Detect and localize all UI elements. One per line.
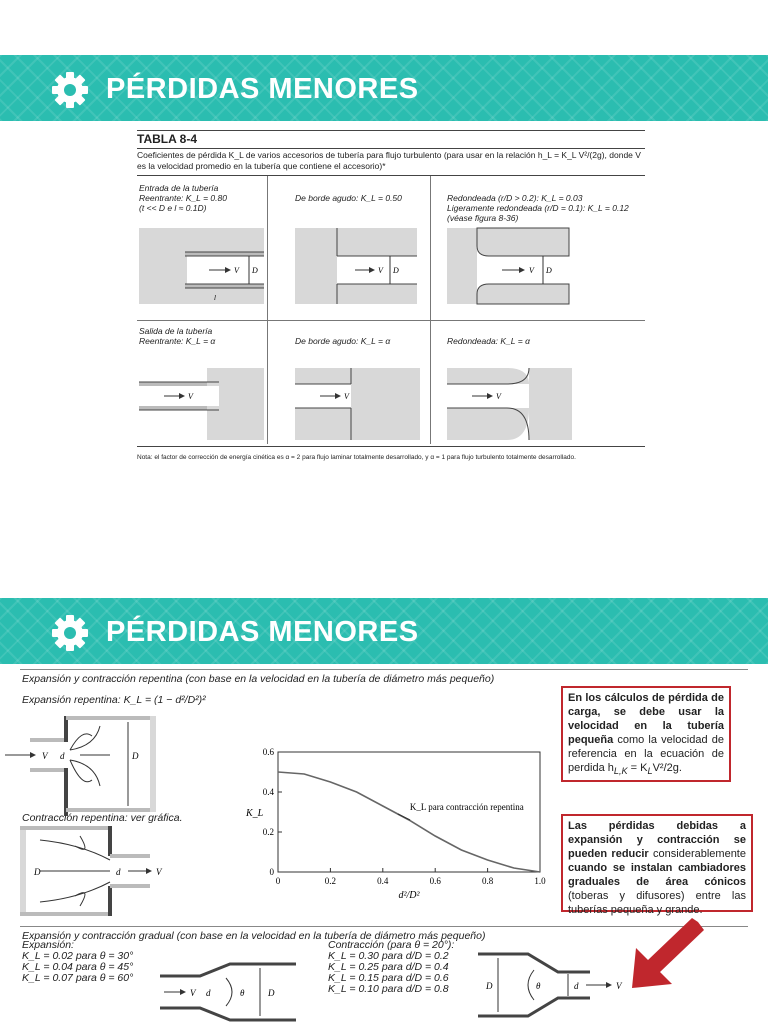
red-arrow-icon <box>626 918 706 990</box>
svg-text:V: V <box>190 988 196 998</box>
svg-text:V: V <box>42 751 48 761</box>
entrada-reentrante-diagram <box>139 228 264 308</box>
info-box-velocity-text: como la velocidad de referencia en la ecuación de perdida h <box>568 734 724 774</box>
table-rule <box>137 148 645 149</box>
y-tick-label: 0.6 <box>262 747 274 757</box>
info-box-velocity-eq: = K <box>627 762 648 774</box>
y-tick-label: 0.2 <box>262 827 274 837</box>
heading-gradual: Expansión y contracción gradual (con base en la velocidad en la tubería de diámetro más pequeño) <box>22 930 486 942</box>
sudden-contraction-diagram <box>20 826 170 918</box>
heading-sudden: Expansión y contracción repentina (con base en la velocidad en la tubería de diámetro más pequeño) <box>22 673 495 685</box>
info-box-velocity-sub2: L <box>647 766 653 777</box>
svg-text:D: D <box>546 266 552 275</box>
table-divider <box>267 176 268 444</box>
contraccion-gradual-item: K_L = 0.15 para d/D = 0.6 <box>328 972 449 984</box>
table-note: Nota: el factor de corrección de energía cinética es α = 2 para flujo laminar totalmente desarrollado, y α = 1 para flujo turbulento totalmente desarrollado. <box>137 454 576 461</box>
info-box-velocity <box>561 686 731 782</box>
svg-text:V: V <box>234 266 239 275</box>
svg-text:d: d <box>574 981 579 991</box>
gear-icon <box>50 613 90 653</box>
info-box-velocity-bold: En los cálculos de pérdida de carga, se debe usar la velocidad en la tubería pequeña <box>568 692 724 746</box>
table-top-rule <box>137 130 645 131</box>
expansion-repentina-label: Expansión repentina: K_L = (1 − d²/D²)² <box>22 694 206 706</box>
entrada-title: Entrada de la tubería <box>139 183 219 193</box>
svg-text:d: d <box>116 867 121 877</box>
kl-contraction-chart <box>240 744 550 901</box>
table-label: TABLA 8-4 <box>137 132 197 146</box>
contraccion-gradual-item: K_L = 0.25 para d/D = 0.4 <box>328 961 449 973</box>
y-axis-label: K_L <box>246 808 264 819</box>
table-divider <box>137 320 645 321</box>
redondeada-entrada-2: Ligeramente redondeada (r/D = 0.1): K_L = 0.12 <box>447 203 629 213</box>
svg-text:θ: θ <box>536 981 541 991</box>
expansion-gradual-item: K_L = 0.04 para θ = 45° <box>22 961 134 973</box>
entrada-condition: (t << D e l ≈ 0.1D) <box>139 203 207 213</box>
slide1-banner <box>0 55 768 121</box>
salida-reentrante-diagram <box>139 368 264 440</box>
info-box-gradual-bold2: cuando se instalan cambiadores graduales de área cónicos <box>568 862 746 888</box>
chart-frame <box>278 752 540 872</box>
chart-annotation: K_L para contracción repentina <box>409 802 524 812</box>
svg-text:θ: θ <box>240 988 245 998</box>
svg-text:V: V <box>616 981 622 991</box>
expansion-gradual-list <box>22 940 133 984</box>
loss-coefficient-table <box>137 128 645 476</box>
slide2-title: PÉRDIDAS MENORES <box>106 616 419 648</box>
x-tick-label: 1.0 <box>534 876 546 886</box>
svg-text:V: V <box>344 392 349 401</box>
table-divider <box>430 176 431 444</box>
expansion-gradual-item: K_L = 0.02 para θ = 30° <box>22 950 134 962</box>
info-box-velocity-eq2: V²/2g. <box>652 762 682 774</box>
x-tick-label: 0.4 <box>377 876 389 886</box>
svg-text:l: l <box>214 294 216 302</box>
section-rule <box>20 669 748 670</box>
svg-text:V: V <box>156 867 162 877</box>
expansion-gradual-item: Expansión: <box>22 939 74 951</box>
contraccion-gradual-list <box>328 940 454 995</box>
annotation-leader <box>398 814 410 820</box>
svg-text:D: D <box>268 988 275 998</box>
contraccion-gradual-item: K_L = 0.10 para d/D = 0.8 <box>328 983 449 995</box>
table-rule <box>137 446 645 447</box>
svg-text:D: D <box>393 266 399 275</box>
x-tick-label: 0.8 <box>481 876 494 886</box>
y-tick-label: 0 <box>269 867 274 877</box>
svg-text:D: D <box>252 266 258 275</box>
svg-text:D: D <box>486 981 493 991</box>
redondeada-entrada-1: Redondeada (r/D > 0.2): K_L = 0.03 <box>447 193 583 203</box>
info-box-gradual-bold: Las pérdidas debidas a expansión y contracción se pueden reducir <box>568 820 746 860</box>
entrada-redondeada-diagram <box>447 228 572 308</box>
svg-text:d: d <box>60 751 65 761</box>
table-rule <box>137 175 645 176</box>
gradual-contraction-diagram <box>478 954 638 1018</box>
salida-borde-agudo-diagram <box>295 368 420 440</box>
info-box-gradual-text: considerablemente <box>648 848 746 860</box>
x-axis-label: d²/D² <box>398 890 420 901</box>
contraccion-repentina-label: Contracción repentina: ver gráfica. <box>22 812 183 824</box>
svg-text:V: V <box>188 392 193 401</box>
svg-text:D: D <box>132 751 139 761</box>
svg-text:V: V <box>529 266 534 275</box>
sudden-expansion-diagram <box>0 716 160 816</box>
borde-agudo-entrada: De borde agudo: K_L = 0.50 <box>295 193 402 203</box>
table-intro: Coeficientes de pérdida K_L de varios accesorios de tubería para flujo turbulento (para usar en la relación h_L = K_L V²/(2g), donde V es la velocidad promedio en la tubería que contiene el accesorio)* <box>137 150 641 171</box>
x-tick-label: 0.2 <box>324 876 337 886</box>
redondeada-entrada-3: (véase figura 8-36) <box>447 213 519 223</box>
entrada-reentrante: Reentrante: K_L = 0.80 <box>139 193 227 203</box>
y-tick-label: 0.4 <box>262 787 274 797</box>
svg-text:V: V <box>378 266 383 275</box>
salida-title: Salida de la tubería <box>139 326 213 336</box>
entrada-borde-agudo-diagram <box>295 228 420 308</box>
gradual-expansion-diagram <box>160 964 296 1020</box>
svg-text:D: D <box>34 867 41 877</box>
svg-text:V: V <box>496 392 501 401</box>
redondeada-salida: Redondeada: K_L = α <box>447 336 530 346</box>
slide1-title: PÉRDIDAS MENORES <box>106 73 419 105</box>
kl-curve <box>278 772 540 872</box>
slide2-banner <box>0 598 768 664</box>
info-box-velocity-sub: L,K <box>613 766 628 777</box>
gear-icon <box>50 70 90 110</box>
svg-text:d: d <box>206 988 211 998</box>
info-box-gradual <box>561 814 753 916</box>
salida-redondeada-diagram <box>447 368 572 440</box>
contraccion-gradual-item: Contracción (para θ = 20°): <box>328 939 455 951</box>
expansion-gradual-item: K_L = 0.07 para θ = 60° <box>22 972 134 984</box>
borde-agudo-salida: De borde agudo: K_L = α <box>295 336 391 346</box>
contraccion-gradual-item: K_L = 0.30 para d/D = 0.2 <box>328 950 449 962</box>
slide2-content <box>0 664 768 1024</box>
info-box-gradual-text2: (toberas y difusores) entre las tuberías pequeña y grande. <box>568 890 746 916</box>
x-tick-label: 0.6 <box>429 876 441 886</box>
salida-reentrante: Reentrante: K_L = α <box>139 336 216 346</box>
x-tick-label: 0 <box>275 876 281 886</box>
